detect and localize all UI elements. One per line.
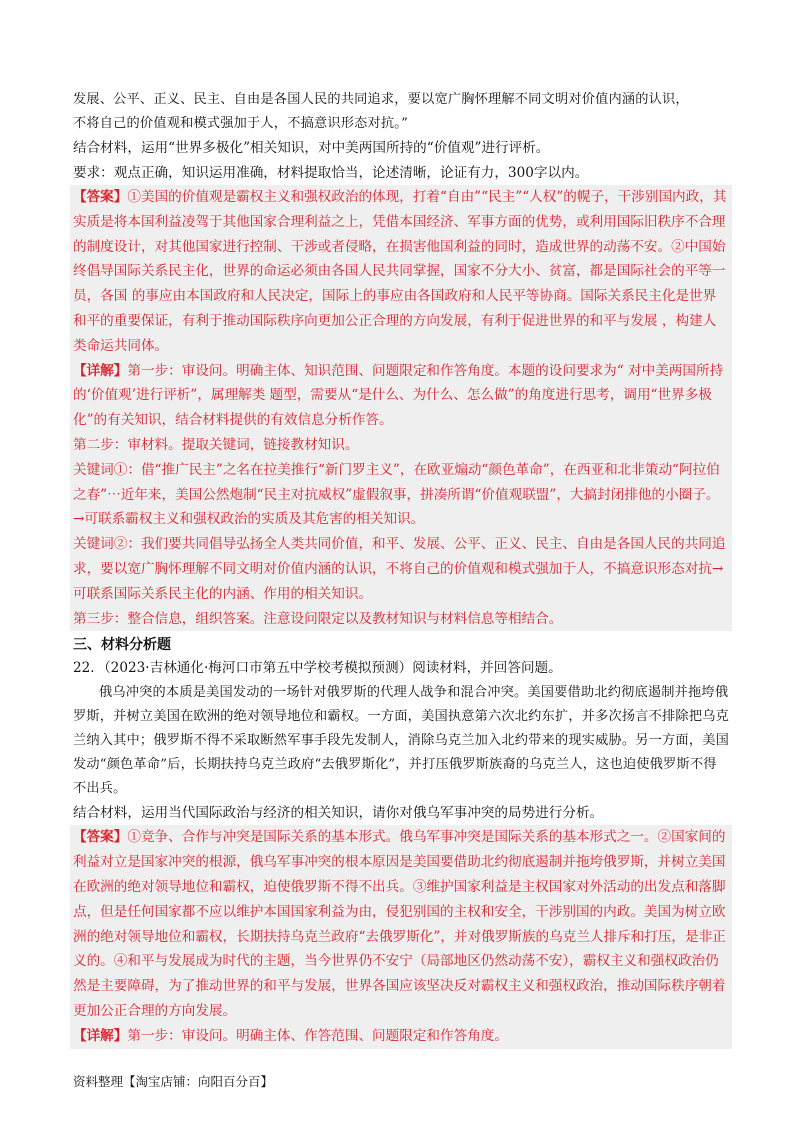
- q22-header: 22．（2023·吉林通化·梅河口市第五中学校考模拟预测）阅读材料，并回答问题。: [73, 660, 562, 677]
- q22-answer-block: [70, 825, 732, 1048]
- detail-tag: 【详解】: [73, 362, 128, 379]
- detail-tag: 【详解】: [73, 1027, 128, 1044]
- detail-step1-text: 第一步：审设问。明确主体、知识范围、问题限定和作答角度。本题的设问要求为“ 对中美两国所持的‘价值观’进行评析”，属理解类 题型，需要从“是什么、为什么、怎么做”的角度进行思考，调用“世界多极化”的有关知识，结合材料提供的有效信息分析作答。: [73, 362, 724, 429]
- page-footer: 资料整理【淘宝店铺：向阳百分百】: [73, 1074, 274, 1089]
- q21-detail-step2: 第二步：审材料。提取关键词，链接教材知识。: [73, 436, 359, 453]
- q21-answer-block: [70, 185, 732, 631]
- q21-detail-step3: 第三步：整合信息，组织答案。注意设问限定以及教材知识与材料信息等相结合。: [73, 610, 563, 627]
- answer-text: ①竞争、合作与冲突是国际关系的基本形式。俄乌军事冲突是国际关系的基本形式之一。②国家间的利益对立是国家冲突的根源，俄乌军事冲突的根本原因是美国要借助北约彻底遏制并拖垮俄罗斯，并树立美国在欧洲的绝对领导地位和霸权，迫使俄罗斯不得不出兵。③维护国家利益是主权国家对外活动的出发点和落脚点，但是任何国家都不应以维护本国国家利益为由，侵犯别国的主权和安全，干涉别国的内政。美国为树立欧洲的绝对领导地位和霸权，长期扶持乌克兰政府“去俄罗斯化”，并对俄罗斯族的乌克兰人排斥和打压，是非正义的。④和平与发展成为时代的主题，当今世界仍不安宁（局部地区仍然动荡不安），霸权主义和强权政治仍然是主要障碍，为了推动世界的和平与发展，世界各国应该坚决反对霸权主义和强权政治，推动国际秩序朝着更加公正合理的方向发展。: [73, 829, 726, 1019]
- q22-answer: [73, 825, 729, 1023]
- page-content: [73, 88, 729, 1049]
- q22-prompt: 结合材料，运用当代国际政治与经济的相关知识，请你对俄乌军事冲突的局势进行分析。: [73, 804, 604, 821]
- q21-prompt: 结合材料，运用“世界多极化”相关知识，对中美两国所持的“价值观”进行评析。: [73, 140, 550, 156]
- q21-answer: [73, 185, 729, 359]
- detail-step1-text: 第一步：审设问。明确主体、作答范围、问题限定和作答角度。: [127, 1027, 508, 1044]
- answer-tag: 【答案】: [73, 829, 128, 846]
- answer-tag: 【答案】: [73, 189, 128, 205]
- q21-requirement: 要求：观点正确，知识运用准确，材料提取恰当，论述清晰，论证有力，300字以内。: [73, 164, 589, 181]
- section-title: 三、材料分析题: [73, 637, 171, 654]
- q22-detail-step1: [73, 1024, 729, 1049]
- q21-keyword-2: 关键词②：我们要共同倡导弘扬全人类共同价值，和平、发展、公平、正义、民主、自由是各国人民的共同追求，要以宽广胸怀理解不同文明对价值内涵的认识，不将自己的价值观和模式强加于人，不搞意识形态对抗→可联系国际关系民主化的内涵、作用的相关知识。: [73, 536, 726, 602]
- answer-text: ①美国的价值观是霸权主义和强权政治的体现，打着“自由”“民主”“人权”的幌子，干涉别国内政，其实质是将本国利益凌驾于其他国家合理利益之上，凭借本国经济、军事方面的优势，或利用国际旧秩序不合理的制度设计，对其他国家进行控制、干涉或者侵略，在损害他国利益的同时，造成世界的动荡不安。②中国始终倡导国际关系民主化，世界的命运必须由各国人民共同掌握，国家不分大小、贫富，都是国际社会的平等一员，各国 的事应由本国政府和人民决定，国际上的事应由各国政府和人民平等协商。国际关系民主化是世界和平的重要保证，有利于推动国际秩序向更加公正合理的方向发展，有利于促进世界的和平与发展 ，构建人类命运共同体。: [73, 189, 727, 354]
- q21-keyword-1: 关键词①：借“推广民主”之名在拉美推行“新门罗主义”，在欧亚煽动“颜色革命”，在西亚和北非策动“阿拉伯之春”⋯近年来，美国公然炮制“民主对抗威权”虚假叙事，拼凑所谓“价值观联盟”，大搞封闭排他的小圈子。→可联系霸权主义和强权政治的实质及其危害的相关知识。: [73, 461, 720, 528]
- prev-quote-line-2: 不将自己的价值观和模式强加于人，不搞意识形态对抗。”: [73, 116, 409, 131]
- q21-detail-step1: [73, 359, 729, 433]
- prev-quote-line-1: 发展、公平、正义、民主、自由是各国人民的共同追求，要以宽广胸怀理解不同文明对价值内涵的认识，: [73, 92, 689, 107]
- q22-material: 俄乌冲突的本质是美国发动的一场针对俄罗斯的代理人战争和混合冲突。美国要借助北约彻底遏制并拖垮俄罗斯，并树立美国在欧洲的绝对领导地位和霸权。一方面，美国执意第六次北约东扩，并多次扬言不排除把乌克兰纳入其中；俄罗斯不得不采取断然军事手段先发制人，消除乌克兰加入北约带来的现实威胁。另一方面，美国发动“颜色革命”后，长期扶持乌克兰政府“去俄罗斯化”，并打压俄罗斯族裔的乌克兰人，这也迫使俄罗斯不得不出兵。: [73, 684, 729, 796]
